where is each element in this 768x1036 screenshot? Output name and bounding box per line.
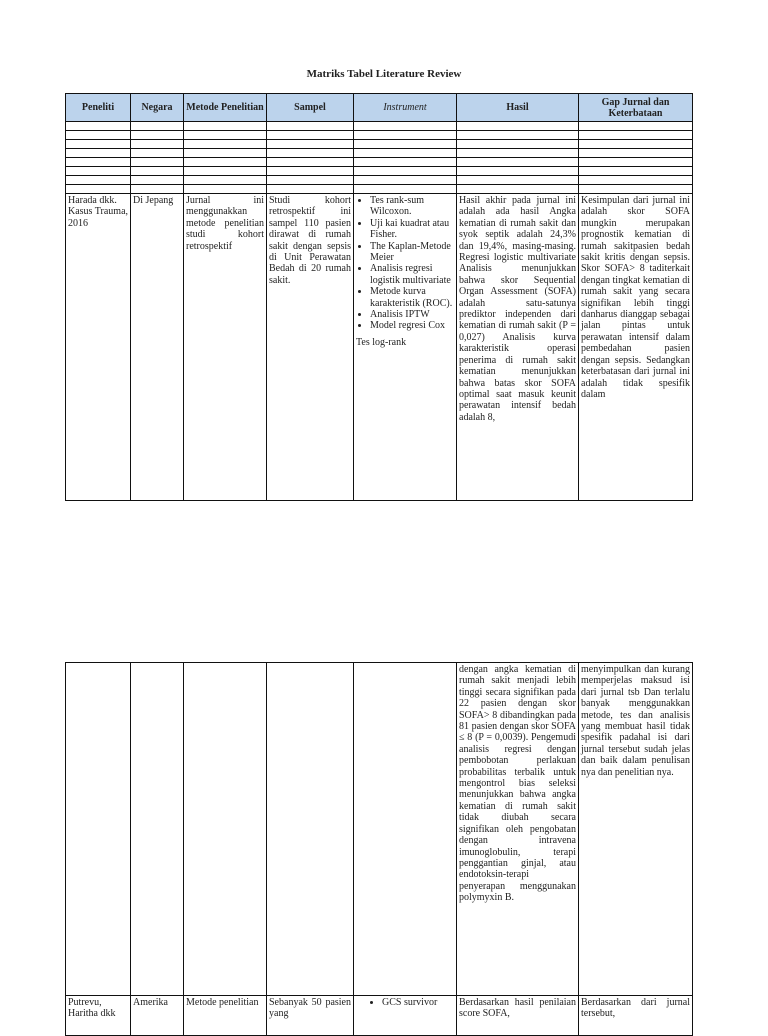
instrument-list [356, 997, 454, 1008]
cell-instrument [354, 996, 457, 1036]
cell-negara: Amerika [131, 996, 184, 1036]
cell-instrument [354, 194, 457, 501]
header-sampel: Sampel [267, 94, 354, 122]
cell-gap: Berdasarkan dari jurnal tersebut, [579, 996, 693, 1036]
blank-row [66, 122, 693, 131]
cell-gap: Kesimpulan dari jurnal ini adalah skor SOFA mungkin merupakan prognostik kematian di rumah sakitpasien bedah sakit kritis dengan sepsis. Skor SOFA> 8 taditerkait dengan tingkat kematian di rumah sakit yang secara signifikan lebih tinggi danharus dianggap sebagai jalan pintas untuk perawatan intensif dalam pembedahan pasien dengan sepsis. Sedangkan keterbatasan dari jurnal ini adalah tidak spesifik dalam [579, 194, 693, 501]
list-item: • Uji kai kuadrat atau Fisher. [370, 218, 454, 241]
header-row [66, 94, 693, 122]
cell-metode: Jurnal ini menggunakkan metode penelitian studi kohort retrospektif [184, 194, 267, 501]
list-item: • Model regresi Cox [370, 320, 454, 331]
cell-metode: Metode penelitian [184, 996, 267, 1036]
blank-row [66, 158, 693, 167]
blank-row [66, 149, 693, 158]
table-row [66, 194, 693, 501]
instrument-list [356, 195, 454, 332]
list-item: • Analisis regresi logistik multivariate [370, 263, 454, 286]
cell-metode [184, 663, 267, 996]
list-item: • Analisis IPTW [370, 309, 454, 320]
table-row [66, 663, 693, 996]
cell-negara [131, 663, 184, 996]
header-metode: Metode Penelitian [184, 94, 267, 122]
header-peneliti: Peneliti [66, 94, 131, 122]
cell-sampel [267, 663, 354, 996]
cell-gap: menyimpulkan dan kurang memperjelas maksud isi dari jurnal tsb Dan terlalu banyak menggunakkan metode, tes dan analisis yang membuat hasil tidak spesifik padahal isi dari jurnal tersebut sudah jelas dan baik dalam penulisan nya dan penelitian nya. [579, 663, 693, 996]
cell-instrument [354, 663, 457, 996]
blank-row [66, 131, 693, 140]
list-item: • Metode kurva karakteristik (ROC). [370, 286, 454, 309]
cell-hasil: Berdasarkan hasil penilaian score SOFA, [457, 996, 579, 1036]
table-row [66, 996, 693, 1036]
header-instrument: Instrument [354, 94, 457, 122]
cell-negara: Di Jepang [131, 194, 184, 501]
literature-review-table [65, 93, 693, 501]
blank-row [66, 185, 693, 194]
cell-sampel: Sebanyak 50 pasien yang [267, 996, 354, 1036]
cell-hasil: Hasil akhir pada jurnal ini adalah ada hasil Angka kematian di rumah sakit dan syok septik adalah 24,3% dan 19,4%, masing-masing. Regresi logistic multivariate Analisis menunjukkan bahwa skor Sequential Organ Assessment (SOFA) adalah satu-satunya prediktor independen dari kematian di rumah sakit (P = 0,027) Analisis kurva karakteristik operasi penerima di rumah sakit kematian menunjukkan bahwa batas skor SOFA optimal saat masuk keunit perawatan intensif bedah adalah 8, [457, 194, 579, 501]
blank-row [66, 176, 693, 185]
header-gap: Gap Jurnal dan Keterbataan [579, 94, 693, 122]
cell-sampel: Studi kohort retrospektif ini sampel 110 pasien dirawat di rumah sakit dengan sepsis di Unit Perawatan Bedah di 20 rumah sakit. [267, 194, 354, 501]
header-hasil: Hasil [457, 94, 579, 122]
list-item: • The Kaplan-Metode Meier [370, 241, 454, 264]
document-title: Matriks Tabel Literature Review [306, 68, 462, 80]
instrument-extra: Tes log-rank [356, 336, 407, 348]
cell-hasil: dengan angka kematian di rumah sakit menjadi lebih tinggi secara signifikan pada 22 pasien dengan skor SOFA> 8 dibandingkan pada 81 pasien dengan skor SOFA ≤ 8 (P = 0,0039). Pengemudi analisis regresi dengan pembobotan perlakuan probabilitas terbalik untuk mengontrol bias seleksi menunjukkan bahwa angka kematian di rumah sakit tidak diubah secara signifikan oleh pengobatan dengan intravena imunoglobulin, terapi penggantian ginjal, atau endotoksin-terapi penyerapan menggunakan polymyxin B. [457, 663, 579, 996]
blank-row [66, 140, 693, 149]
cell-peneliti [66, 663, 131, 996]
header-negara: Negara [131, 94, 184, 122]
list-item: • GCS survivor [382, 997, 454, 1008]
list-item: • Tes rank-sum Wilcoxon. [370, 195, 454, 218]
cell-peneliti: Harada dkk. Kasus Trauma, 2016 [66, 194, 131, 501]
blank-row [66, 167, 693, 176]
literature-review-table-continued [65, 662, 693, 1036]
cell-peneliti: Putrevu, Haritha dkk [66, 996, 131, 1036]
